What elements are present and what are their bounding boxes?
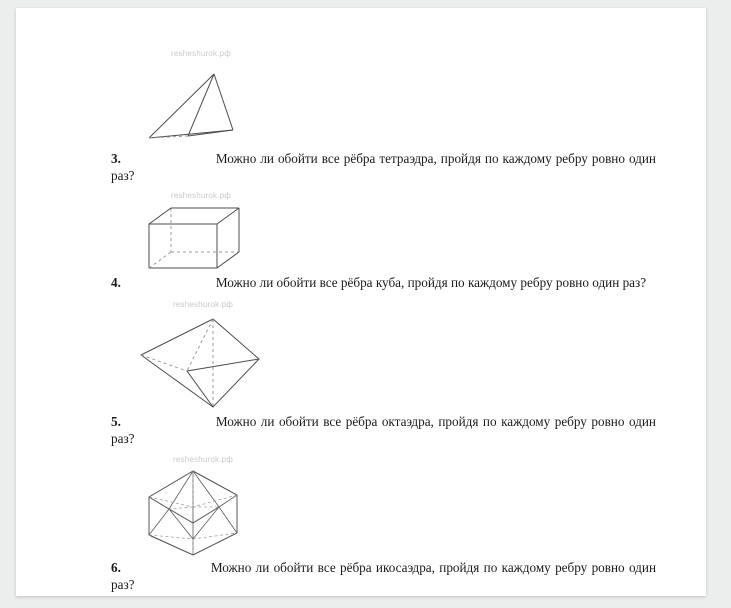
tetrahedron-figure xyxy=(125,60,656,150)
exercise-paragraph-4 xyxy=(111,274,656,291)
exercise-number-4: 4. xyxy=(111,275,121,290)
exercise-text-3: Можно ли обойти все рёбра тетраэдра, пройдя по каждому ребру ровно один раз? xyxy=(111,151,656,183)
octahedron-figure xyxy=(125,313,656,413)
cube-figure xyxy=(127,202,656,274)
watermark-5: resheshurok.рф xyxy=(173,300,234,309)
watermark-6: resheshurok.рф xyxy=(173,455,234,464)
exercise-block-5 xyxy=(111,300,656,447)
exercise-block-4 xyxy=(111,191,656,291)
document-page xyxy=(16,8,706,596)
exercise-block-3 xyxy=(111,49,656,184)
exercise-number-3: 3. xyxy=(111,151,121,166)
exercise-paragraph-3 xyxy=(111,150,656,184)
document-content xyxy=(111,49,656,596)
exercise-paragraph-5 xyxy=(111,413,656,447)
watermark-3: resheshurok.рф xyxy=(171,49,232,58)
exercise-text-6: Можно ли обойти все рёбра икосаэдра, пройдя по каждому ребру ровно один раз? xyxy=(111,560,656,592)
exercise-block-6 xyxy=(111,455,656,593)
exercise-text-5: Можно ли обойти все рёбра октаэдра, пройдя по каждому ребру ровно один раз? xyxy=(111,414,656,446)
exercise-number-5: 5. xyxy=(111,414,121,429)
exercise-text-4: Можно ли обойти все рёбра куба, пройдя по каждому ребру ровно один раз? xyxy=(215,275,647,290)
exercise-paragraph-6 xyxy=(111,559,656,593)
exercise-number-6: 6. xyxy=(111,560,121,575)
icosahedron-figure xyxy=(129,467,656,559)
watermark-4: resheshurok.рф xyxy=(171,191,232,200)
